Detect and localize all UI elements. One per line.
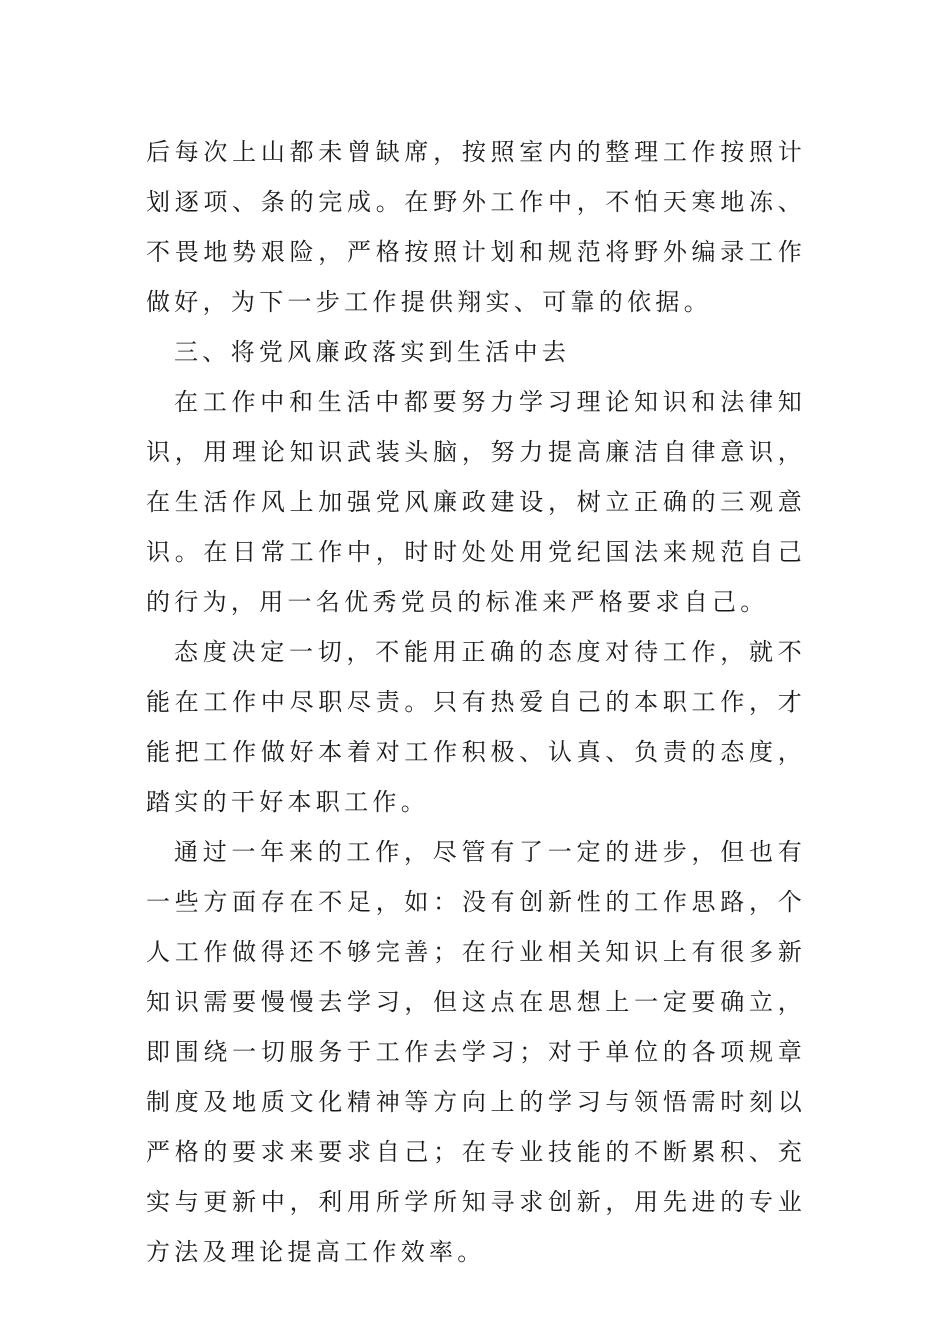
paragraph-shortcomings: 通过一年来的工作，尽管有了一定的进步，但也有一些方面存在不足，如：没有创新性的工作思路，个人工作做得还不够完善；在行业相关知识上有很多新知识需要慢慢去学习，但这点在思想上一定要确立，即围绕一切服务于工作去学习；对于单位的各项规章制度及地质文化精神等方向上的学习与领悟需时刻以严格的要求来要求自己；在专业技能的不断累积、充实与更新中，利用所学所知寻求创新，用先进的专业方法及理论提高工作效率。 (146, 838, 806, 1266)
paragraph-continuation: 后每次上山都未曾缺席，按照室内的整理工作按照计划逐项、条的完成。在野外工作中，不怕天寒地冻、不畏地势艰险，严格按照计划和规范将野外编录工作做好，为下一步工作提供翔实、可靠的依据。 (146, 138, 806, 316)
paragraph-party-conduct: 在工作中和生活中都要努力学习理论知识和法律知识，用理论知识武装头脑，努力提高廉洁自律意识，在生活作风上加强党风廉政建设，树立正确的三观意识。在日常工作中，时时处处用党纪国法来规范自己的行为，用一名优秀党员的标准来严格要求自己。 (146, 388, 806, 616)
paragraph-attitude: 态度决定一切，不能用正确的态度对待工作，就不能在工作中尽职尽责。只有热爱自己的本职工作，才能把工作做好本着对工作积极、认真、负责的态度，踏实的干好本职工作。 (146, 638, 806, 816)
section-heading: 三、将党风廉政落实到生活中去 (174, 338, 571, 366)
document-body (146, 127, 806, 1277)
